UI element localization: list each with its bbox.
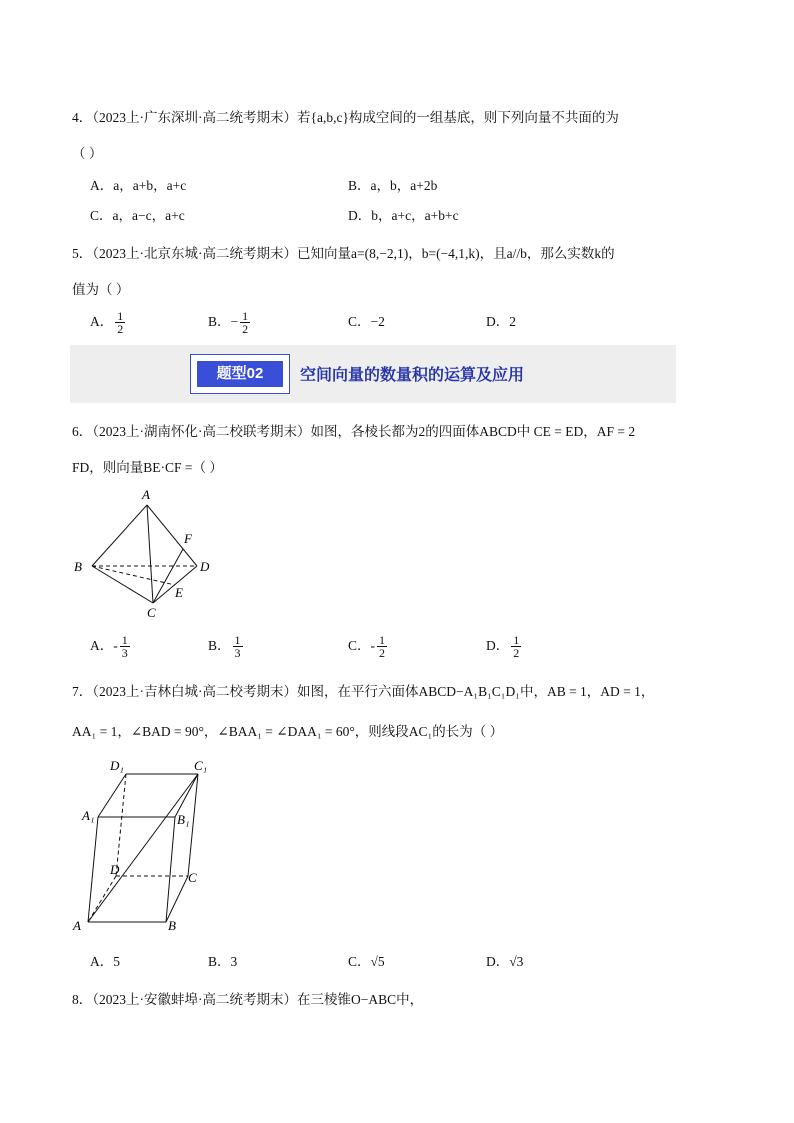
q5-options [90,309,710,337]
label-a: A [142,487,150,502]
q4-options-row2 [90,204,710,226]
parallelepiped-figure [70,752,230,937]
q7-option-a[interactable]: A．5 [90,954,120,969]
q7-stem-cont: AA₁ = 1，∠BAD = 90°，∠BAA₁ = ∠DAA₁ = 60°，则线段AC₁的长为（ ） [72,724,504,739]
q4-paren: （ ） [72,146,103,161]
section-badge-label: 题型02 [197,361,283,387]
q5-stem-cont: 值为（ ） [72,282,130,297]
q5-stem: 5．（2023上·北京东城·高二统考期末）已知向量a=(8,−2,1)，b=(−4,1,k)，且a//b，那么实数k的 [72,246,615,261]
edge-ac [147,505,153,603]
q5-option-d[interactable]: D．2 [486,314,516,329]
q5-option-b[interactable]: B．− $\frac{1}{2}$ [208,309,249,337]
label-b: B [168,918,176,933]
label-a1: A₁ [82,808,95,823]
q6-option-a[interactable]: A．- $\frac{1}{3}$ [90,633,128,661]
edge-d1a1 [98,774,126,817]
q6-options [90,633,710,661]
label-e: E [175,585,183,600]
label-d: D [200,559,210,574]
q6-stem-cont: FD，则向量BE·CF =（ ） [72,460,223,475]
q4-options-row1 [90,174,710,196]
section-banner [70,345,676,403]
fraction: $\frac{1}{2}$ [379,633,385,661]
q5-option-c[interactable]: C．−2 [348,314,385,329]
q6-option-d[interactable]: D． $\frac{1}{2}$ [486,633,520,661]
q7-option-b[interactable]: B．3 [208,954,238,969]
label-a: A [73,918,81,933]
q4-option-d[interactable]: D．b，a+c，a+b+c [348,208,459,223]
tetrahedron-figure [60,485,240,625]
label-c: C [147,605,156,620]
q4-option-b[interactable]: B．a，b，a+2b [348,178,438,193]
q5-option-a[interactable]: A． $\frac{1}{2}$ [90,309,124,337]
q7-option-c[interactable]: C．√5 [348,954,385,969]
q6-stem: 6．（2023上·湖南怀化·高二校联考期末）如图，各棱长都为2的四面体ABCD中 CE = ED，AF = 2 [72,424,636,439]
label-c: C [188,870,197,885]
label-d1: D₁ [110,758,124,773]
section-badge [190,354,290,394]
q4-stem: 4．（2023上·广东深圳·高二统考期末）若{a,b,c}构成空间的一组基底，则下列向量不共面的为 [72,110,619,125]
q6-option-c[interactable]: C．- $\frac{1}{2}$ [348,633,385,661]
segment-ac1 [88,774,198,922]
edge-ab [92,505,147,566]
fraction: $\frac{1}{2}$ [117,309,124,337]
q8-stem: 8．（2023上·安徽蚌埠·高二统考期末）在三棱锥O−ABC中， [72,992,424,1007]
label-b: B [74,559,82,574]
q4-option-c[interactable]: C．a，a−c，a+c [90,208,185,223]
label-f: F [184,531,192,546]
edge-a1a [88,817,98,922]
fraction: $\frac{1}{2}$ [242,309,249,337]
fraction: $\frac{1}{2}$ [513,633,520,661]
segment-be [92,566,175,585]
label-b1: B₁ [177,812,190,827]
label-c1: C₁ [194,758,208,773]
q7-options [90,950,710,972]
edge-d1d [116,774,126,876]
edge-bc [92,566,153,603]
label-d: D [110,862,120,877]
q7-stem: 7．（2023上·吉林白城·高二校考期末）如图，在平行六面体ABCD−A₁B₁C₁D₁中，AB = 1，AD = 1， [72,684,655,699]
q7-option-d[interactable]: D．√3 [486,954,524,969]
q4-option-a[interactable]: A．a，a+b，a+c [90,178,187,193]
fraction: $\frac{1}{3}$ [234,633,241,661]
q6-option-b[interactable]: B． $\frac{1}{3}$ [208,633,241,661]
section-title: 空间向量的数量积的运算及应用 [300,367,525,384]
fraction: $\frac{1}{3}$ [121,633,128,661]
